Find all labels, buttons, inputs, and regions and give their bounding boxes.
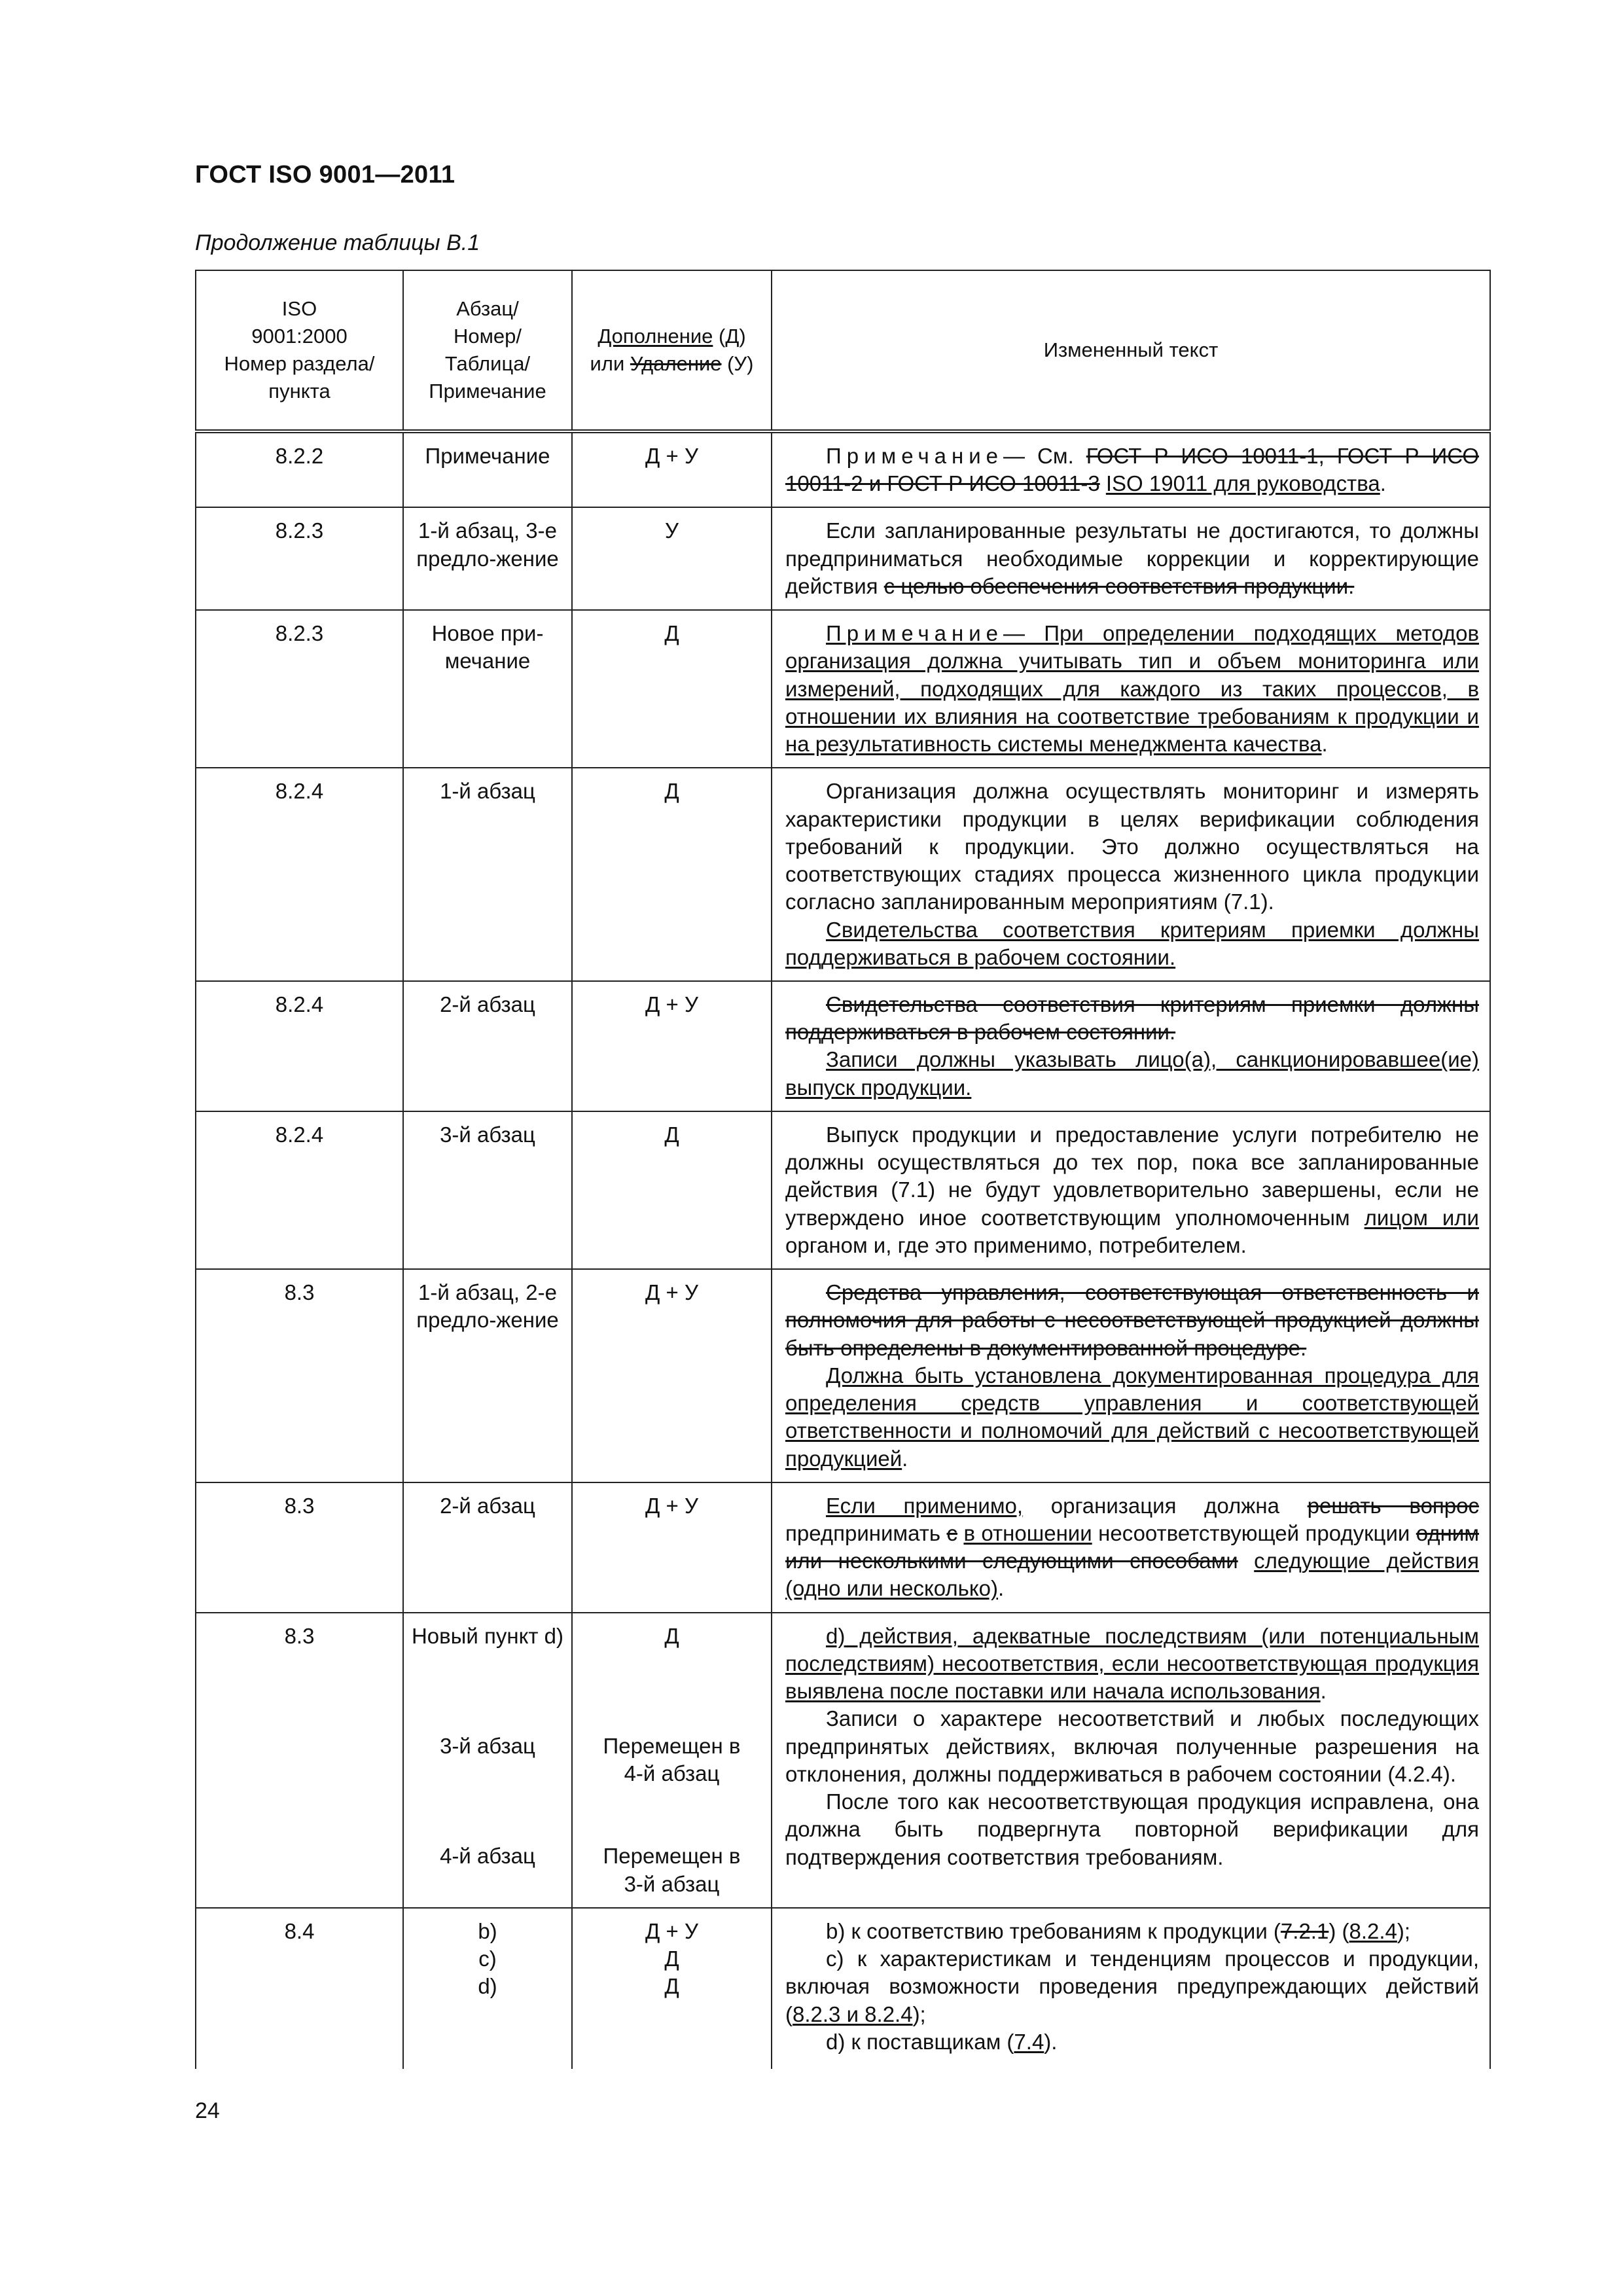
paragraph-cell: 1-й абзац, 3-е предло-жение [403, 507, 572, 610]
section-cell: 8.3 [196, 1269, 403, 1482]
text-cell: Средства управления, соответствующая ответственность и полномочия для работы с несоответствующей продукцией должны быть определены в документированной процедуре. Должна быть установлена документированная процедура для определения средств управления и соответствующей ответственности и полномочий для действий с несоответствующей продукцией. [772, 1269, 1490, 1482]
table-row [196, 768, 1490, 981]
paragraph-cell: Новое при-мечание [403, 610, 572, 768]
paragraph-cell: Новый пункт d) 3-й абзац 4-й абзац [403, 1613, 572, 1908]
type-cell: Д + У [572, 431, 772, 507]
text-cell: Выпуск продукции и предоставление услуги потребителю не должны осуществляться до тех пор, пока все запланированные действия (7.1) не будут удовлетворительно завершены, если не утверждено иное соответствующим уполномоченным лицом или органом и, где это применимо, потребителем. [772, 1111, 1490, 1269]
paragraph-cell: 3-й абзац [403, 1111, 572, 1269]
text-cell: d) действия, адекватные последствиям (или потенциальным последствиям) несоответствия, если несоответствующая продукция выявлена после поставки или начала использования. Записи о характере несоответствий и любых последующих предпринятых действиях, включая полученные разрешения на отклонения, должны поддерживаться в рабочем состоянии (4.2.4). После того как несоответствующая продукция исправлена, она должна быть подвергнута повторной верификации для подтверждения соответствия требованиям. [772, 1613, 1490, 1908]
header-row [196, 270, 1490, 431]
text-cell: Примечание— См. ГОСТ Р ИСО 10011-1, ГОСТ Р ИСО 10011-2 и ГОСТ Р ИСО 10011-3 ISO 19011 для руководства. [772, 431, 1490, 507]
text-cell: Примечание— При определении подходящих методов организация должна учитывать тип и объем мониторинга или измерений, подходящих для каждого из таких процессов, в отношении их влияния на соответствие требованиям к продукции и на результативность системы менеджмента качества. [772, 610, 1490, 768]
header-changed-text: Измененный текст [772, 270, 1490, 431]
type-cell: Д [572, 1111, 772, 1269]
type-cell: Д [572, 610, 772, 768]
paragraph-cell: 2-й абзац [403, 1482, 572, 1613]
table-caption: Продолжение таблицы В.1 [195, 230, 480, 255]
section-cell: 8.2.3 [196, 610, 403, 768]
section-cell: 8.2.3 [196, 507, 403, 610]
header-paragraph: Абзац/ Номер/ Таблица/ Примечание [403, 270, 572, 431]
table-row [196, 610, 1490, 768]
type-cell: Д [572, 768, 772, 981]
type-cell: Д Перемещен в 4-й абзац Перемещен в 3-й абзац [572, 1613, 772, 1908]
text-cell: b) к соответствию требованиям к продукции (7.2.1) (8.2.4); c) к характеристикам и тенденциям процессов и продукции, включая возможности проведения предупреждающих действий (8.2.3 и 8.2.4); d) к поставщикам (7.4). [772, 1908, 1490, 2069]
paragraph-cell: b) c) d) [403, 1908, 572, 2069]
paragraph-cell: 1-й абзац, 2-е предло-жение [403, 1269, 572, 1482]
section-cell: 8.2.4 [196, 981, 403, 1111]
table-row [196, 981, 1490, 1111]
section-cell: 8.2.4 [196, 1111, 403, 1269]
table-row [196, 1613, 1490, 1908]
paragraph-cell: 2-й абзац [403, 981, 572, 1111]
paragraph-cell: Примечание [403, 431, 572, 507]
type-cell: Д + У [572, 981, 772, 1111]
section-cell: 8.2.2 [196, 431, 403, 507]
text-cell: Если применимо, организация должна решать вопрос предпринимать с в отношении несоответствующей продукции одним или несколькими следующими способами следующие действия (одно или несколько). [772, 1482, 1490, 1613]
document-title: ГОСТ ISO 9001—2011 [195, 161, 455, 188]
text-cell: Если запланированные результаты не достигаются, то должны предприниматься необходимые коррекции и корректирующие действия с целью обеспечения соответствия продукции. [772, 507, 1490, 610]
text-cell: Организация должна осуществлять мониторинг и измерять характеристики продукции в целях верификации соблюдения требований к продукции. Это должно осуществляться на соответствующих стадиях процесса жизненного цикла продукции согласно запланированным мероприятиям (7.1). Свидетельства соответствия критериям приемки должны поддерживаться в рабочем состоянии. [772, 768, 1490, 981]
header-change-type: Дополнение (Д) или Удаление (У) [572, 270, 772, 431]
table-row [196, 1269, 1490, 1482]
type-cell: Д + У Д Д [572, 1908, 772, 2069]
header-section: ISO 9001:2000 Номер раздела/ пункта [196, 270, 403, 431]
section-cell: 8.4 [196, 1908, 403, 2069]
section-cell: 8.3 [196, 1613, 403, 1908]
page-number: 24 [195, 2098, 220, 2123]
table-row [196, 1111, 1490, 1269]
text-cell: Свидетельства соответствия критериям приемки должны поддерживаться в рабочем состоянии. Записи должны указывать лицо(а), санкционировавшее(ие) выпуск продукции. [772, 981, 1490, 1111]
section-cell: 8.3 [196, 1482, 403, 1613]
table-row [196, 1482, 1490, 1613]
changes-table [195, 270, 1491, 2069]
table-row [196, 1908, 1490, 2069]
paragraph-cell: 1-й абзац [403, 768, 572, 981]
type-cell: Д + У [572, 1482, 772, 1613]
table-row [196, 507, 1490, 610]
table-row [196, 431, 1490, 507]
type-cell: Д + У [572, 1269, 772, 1482]
section-cell: 8.2.4 [196, 768, 403, 981]
type-cell: У [572, 507, 772, 610]
